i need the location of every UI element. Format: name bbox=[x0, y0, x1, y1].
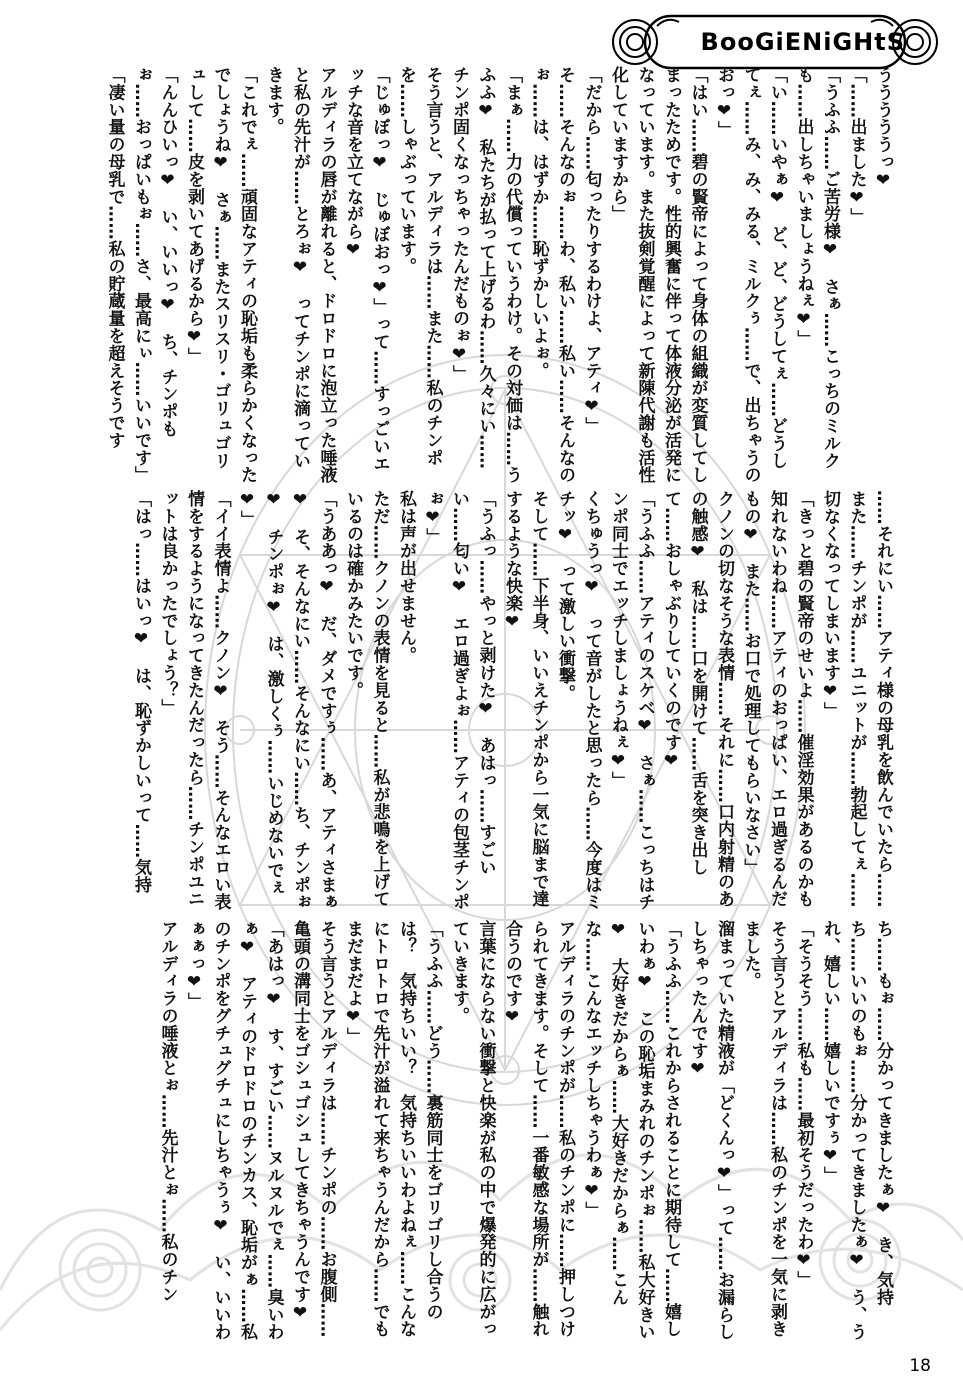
paragraph: 「そうそう……私も……最初そうだったわ❤」 bbox=[793, 920, 814, 1289]
paragraph: 「まぁ……力の代償っていうわけ。その対価は……うふふ❤ 私たちが払って上げるわ……久々にい……チンポ固くなっちゃったんだものぉ❤」 bbox=[449, 66, 522, 484]
text-block-middle bbox=[56, 490, 896, 915]
paragraph: 「うふふ……ご苦労様❤ さぁ……こっちのミルクも……出しちゃいましょうねぇ❤」 bbox=[793, 66, 840, 470]
paragraph: 「だから……匂ったりするわけよ、アティ❤」 bbox=[581, 66, 602, 435]
paragraph: 「うああっ❤ だ、ダメですぅ……あ、アティさまぁ❤ そ、そんなにい……そんなにい……ち、チンポぉ❤ チンポぉ❤ は、激しくぅ……いじめないでぇ❤」 bbox=[237, 490, 337, 911]
paragraph: そう言うとアルディラは……私のチンポを一気に剥きました。 bbox=[740, 920, 787, 1338]
paragraph: 私は声が出せません。 bbox=[396, 490, 416, 664]
header-title: BooGiENiGHtS bbox=[700, 28, 905, 56]
paragraph: うううううっ❤ bbox=[873, 66, 893, 191]
page-number: 18 bbox=[909, 1356, 931, 1376]
paragraph: 言葉にならない衝撃と快楽が私の中で爆発的に広がっていきます。 bbox=[449, 920, 496, 1338]
paragraph: そして……下半身、いいえチンポから一気に脳まで達するような快楽❤ bbox=[502, 490, 549, 908]
paragraph: 「うふふ……どう……裏筋同士をゴリゴリし合うのは？ 気持ちいい？ 気持ちいいわよねぇ……こんなにトロトロで先汁が溢れて来ちゃうんだから……でもまだまだよ❤」 bbox=[343, 920, 443, 1338]
paragraph: クノンの切なそうな表情……それに……口内射精のあの触感❤ 私は……口を開けて……舌を突き出して……おしゃぶりしていくのです❤ bbox=[661, 490, 734, 908]
paragraph: 「これでぇ……頑固なアティの恥垢も柔らかくなったでしょうね❤ さぁ……またスリスリ・ゴリュゴリュして……皮を剥いてあげるから❤」 bbox=[184, 66, 257, 484]
paragraph: 「うふふ……アティのスケベ❤ さぁ……こっちはチンポ同士でエッチしましょうねぇ❤」 bbox=[608, 490, 655, 911]
paragraph: 「きっと碧の賢帝のせいよ……催淫効果があるのかも知れないわね……アティのおっぱい、エロ過ぎるんだもの❤ また……お口で処理してもらいなさい」 bbox=[740, 490, 814, 908]
paragraph: 「うふふ……これからされることに期待して……嬉しいわぁ❤ この恥垢まみれのチンポぉ……私大好きい❤ 大好きだからぁ……大好きだからぁ……こんな……こんなエッチしちゃうわぁ❤」 bbox=[581, 920, 681, 1341]
paragraph: くちゅうっ❤ って音がしたと思ったら……今度はミチッ❤ って激しい衝撃。 bbox=[555, 490, 602, 911]
paragraph: 「んんひいっ❤ い、いいっ❤ ち、チンポもぉ……おっぱいもぉ……さ、最高にぃ……いいです」 bbox=[131, 66, 178, 484]
paragraph: 「じゅぼっ❤ じゅぼおっ❤」って……すっごいエッチな音を立てながら❤ bbox=[343, 66, 390, 473]
paragraph: そう言うとアルディラは……チンポの……お腹側……亀頭の溝同士をゴシュゴシュしてきちゃうんです❤ bbox=[290, 920, 337, 1338]
paragraph: 「うふっ……やっと剥けた❤ あはっ……すごいい……匂い❤ エロ過ぎよぉ……アティの包茎チンポぉ❤」 bbox=[422, 490, 496, 911]
paragraph: ……それにい……アティ様の母乳を飲んでいたら……また……チンポが……ユニットが……勃起してぇ……切なくなってしまいます❤」 bbox=[820, 490, 893, 908]
text-block-bottom bbox=[56, 920, 896, 1345]
paragraph: ただ……クノンの表情を見ると……私が悲鳴を上げているのは確かみたいです。 bbox=[343, 490, 390, 908]
paragraph: アルディラの唇が離れると、ドロドロに泡立った唾液と私の先汁が……とろぉ❤ ってチンポに滴っていきます。 bbox=[263, 66, 337, 484]
paragraph: 「イイ表情よ……クノン❤ そう……そんなエロい表情をするようになってきたんだったら……チンポユニットは良かったでしょう？」 bbox=[157, 490, 231, 911]
paragraph: 「はっ……はいっ❤ は、恥ずかしいって……気持 bbox=[131, 490, 151, 894]
paragraph: そう言うと、アルディラは……また……私のチンポを……しゃぶっています。 bbox=[396, 66, 443, 467]
paragraph: 「い……いやぁ❤ ど、ど、どうしてぇ……どうしてぇ……み、み、みる、ミルクぅ……で、出ちゃうのおっ❤」 bbox=[714, 66, 787, 484]
paragraph: アルディラのチンポが……私のチンポに……押しつけられてきます。そして……一番敏感な場所が……触れ合うのです❤ bbox=[502, 920, 575, 1338]
paragraph: 「凄い量の母乳で……私の貯蔵量を超えそうです bbox=[104, 66, 125, 449]
paragraph: そ……そんなのぉ……わ、私い……私い……そんなのぉ……は、はずか……恥ずかしいよぉ。 bbox=[528, 66, 575, 484]
paragraph: ち……もぉ……分かってきましたぁ❤ き、気持ち……いいのもぉ……分かってきましたぁ❤ う、うれ、嬉しい……嬉しいですぅ❤」 bbox=[820, 920, 893, 1341]
paragraph: 「……出ました❤」 bbox=[846, 66, 867, 226]
text-block-top bbox=[56, 66, 896, 486]
paragraph: アルディラの唾液とぉ……先汁とぉ……私のチン bbox=[157, 920, 178, 1303]
paragraph: 「あはっ❤ す、すごい……ヌルヌルでぇ……臭いわぁ❤ アティのドロドロのチンカス、恥垢がぁ……私のチンポをグチュグチュにしちゃうぅ❤ い、いいわぁぁっ❤」 bbox=[184, 920, 284, 1341]
paragraph: 溜まっていた精液が「どくんっ❤」って……お漏らししちゃったんです❤ bbox=[687, 920, 734, 1341]
paragraph: 「はい……碧の賢帝によって身体の組織が変質してしまったためです。性的興奮に伴って体液分泌が活発になっています。また抜剣覚醒によって新陳代謝も活性化していますから」 bbox=[608, 66, 708, 484]
